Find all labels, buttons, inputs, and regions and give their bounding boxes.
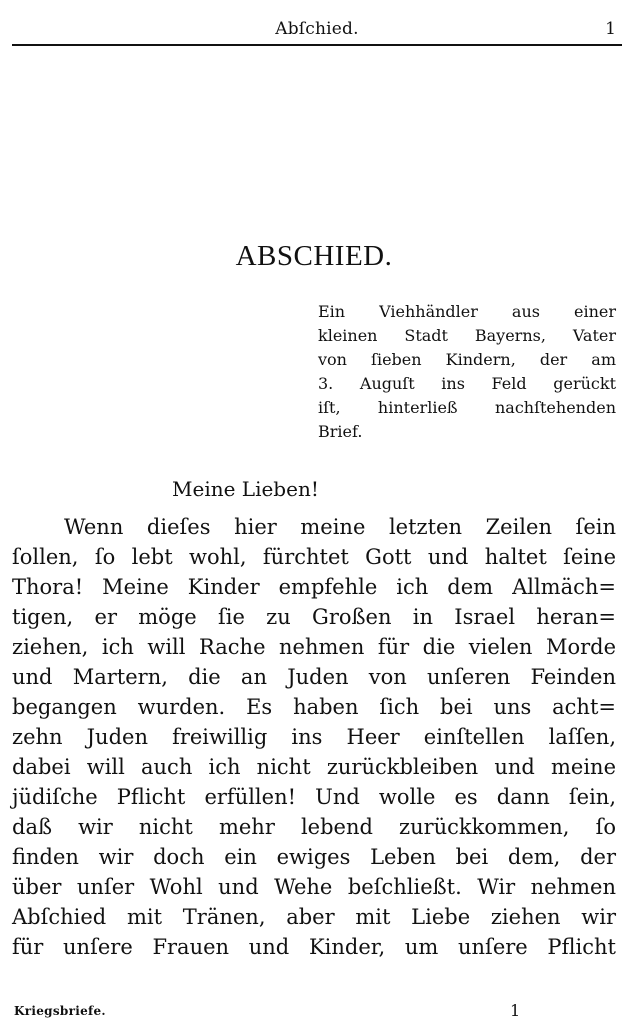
body-line: jüdiſche Pflicht erfüllen! Und wolle es dann ſein, xyxy=(12,785,616,809)
footer-signature: Kriegsbriefe. xyxy=(14,1004,106,1018)
letter-salutation: Meine Lieben! xyxy=(172,477,319,501)
epigraph-line: Brief. xyxy=(318,422,363,441)
epigraph-line: von ſieben Kindern, der am xyxy=(318,350,616,369)
body-line: für unſere Frauen und Kinder, um unſere Pflicht xyxy=(12,935,616,959)
epigraph-line: Ein Viehhändler aus einer xyxy=(318,302,616,321)
body-line: über unſer Wohl und Wehe beſchließt. Wir nehmen xyxy=(12,875,616,899)
body-line: daß wir nicht mehr lebend zurückkommen, ſo xyxy=(12,815,616,839)
body-line: ziehen, ich will Rache nehmen für die vielen Morde xyxy=(12,635,616,659)
running-head-page-number: 1 xyxy=(605,19,616,39)
chapter-title: ABSCHIED. xyxy=(235,240,393,272)
body-line: finden wir doch ein ewiges Leben bei dem, der xyxy=(12,845,616,869)
epigraph xyxy=(318,300,616,444)
body-line: Thora! Meine Kinder empfehle ich dem Allmäch= xyxy=(12,575,616,599)
body-line: Wenn dieſes hier meine letzten Zeilen ſein xyxy=(64,515,616,539)
epigraph-line: kleinen Stadt Bayerns, Vater xyxy=(318,326,616,345)
body-line: Abſchied mit Tränen, aber mit Liebe ziehen wir xyxy=(12,905,616,929)
body-line: und Martern, die an Juden von unſeren Feinden xyxy=(12,665,616,689)
body-line: zehn Juden freiwillig ins Heer einſtellen laſſen, xyxy=(12,725,616,749)
body-line: ſollen, ſo lebt wohl, fürchtet Gott und haltet ſeine xyxy=(12,545,616,569)
body-line: tigen, er möge ſie zu Großen in Israel heran= xyxy=(12,605,616,629)
footer-sheet-number: 1 xyxy=(510,1001,521,1020)
letter-body xyxy=(12,512,616,962)
body-line: begangen wurden. Es haben ſich bei uns acht= xyxy=(12,695,616,719)
running-head-title: Abſchied. xyxy=(275,19,359,39)
epigraph-line: 3. Auguſt ins Feld gerückt xyxy=(318,374,616,393)
running-head xyxy=(12,16,622,46)
epigraph-line: iſt, hinterließ nachſtehenden xyxy=(318,398,616,417)
body-line: dabei will auch ich nicht zurückbleiben und meine xyxy=(12,755,616,779)
